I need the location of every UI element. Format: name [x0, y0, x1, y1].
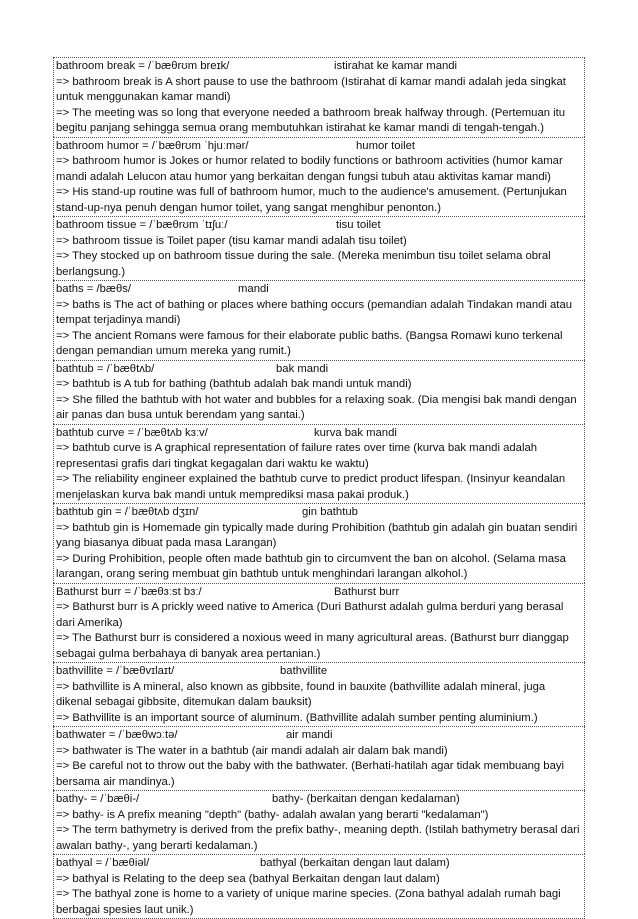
- entry-bathy-prefix: [53, 790, 585, 854]
- entry-term: bathtub curve = /ˈbæθtʌb kɜːv/: [56, 426, 208, 439]
- entry-head: [56, 59, 582, 75]
- entry-translation: kurva bak mandi: [314, 426, 397, 439]
- entry-head: [56, 426, 582, 442]
- entry-term: bathyal = /ˈbæθiəl/: [56, 857, 150, 869]
- entry-bathyal: [53, 854, 585, 919]
- entry-definition: => bathwater is The water in a bathtub (air mandi adalah air dalam bak mandi): [56, 744, 448, 757]
- entry-term: bathvillite = /ˈbæθvɪlaɪt/: [56, 665, 175, 677]
- entry-translation: mandi: [238, 283, 269, 295]
- dictionary-page: [53, 57, 585, 919]
- entry-definition: => bathroom tissue is Toilet paper (tisu kamar mandi adalah tisu toilet): [56, 234, 407, 247]
- entry-example: => His stand-up routine was full of bathroom humor, much to the audience's amusement. (Pertunjukan stand-up-nya penuh dengan humor toilet, yang sangat menghibur penonton.): [56, 186, 567, 214]
- entry-head: [56, 362, 582, 378]
- entry-translation: tisu toilet: [336, 219, 381, 231]
- entry-definition: => baths is The act of bathing or places where bathing occurs (pemandian adalah Tindakan mandi atau tempat terjadinya mandi): [56, 298, 573, 326]
- entry-bathurst-burr: [53, 583, 585, 663]
- entry-example: => The Bathurst burr is considered a noxious weed in many agricultural areas. (Bathurst burr dianggap sebagai gulma berbahaya di banyak area pertanian.): [56, 632, 569, 660]
- entry-definition: => bathvillite is A mineral, also known as gibbsite, found in bauxite (bathvillite adalah mineral, juga dikenal sebagai gibbsite, ditemukan dalam bauksit): [56, 680, 546, 708]
- entry-translation: bathvillite: [280, 665, 328, 677]
- entry-term: bathy- = /ˈbæθi-/: [56, 793, 140, 805]
- entry-definition: => bathroom humor is Jokes or humor related to bodily functions or bathroom activities (humor kamar mandi adalah Lelucon atau humor yang berkaitan dengan fungsi tubuh atau aktivitas kamar mandi): [56, 155, 563, 183]
- entry-term: baths = /bæθs/: [56, 283, 132, 295]
- entry-definition: => Bathurst burr is A prickly weed native to America (Duri Bathurst adalah gulma berduri yang berasal dari Amerika): [56, 601, 564, 629]
- entry-term: bathroom humor = /ˈbæθrʊm ˈhjuːmər/: [56, 139, 249, 152]
- entry-translation: Bathurst burr: [334, 585, 400, 598]
- entry-translation: humor toilet: [356, 139, 416, 152]
- entry-bathroom-tissue: [53, 216, 585, 280]
- entry-bathvillite: [53, 662, 585, 726]
- entry-example: => Be careful not to throw out the baby with the bathwater. (Berhati-hatilah agar tidak membuang bayi bersama air mandinya.): [56, 760, 565, 788]
- entry-head: [56, 728, 582, 744]
- entry-term: bathroom break = /ˈbæθrʊm breɪk/: [56, 60, 230, 72]
- entry-example: => The bathyal zone is home to a variety of unique marine species. (Zona bathyal adalah rumah bagi berbagai spesies laut unik.): [56, 888, 561, 916]
- entry-head: [56, 505, 582, 521]
- entry-translation: bathyal (berkaitan dengan laut dalam): [260, 857, 450, 869]
- entry-term: bathroom tissue = /ˈbæθrʊm ˈtɪʃuː/: [56, 219, 228, 231]
- entry-example: => The term bathymetry is derived from the prefix bathy-, meaning depth. (Istilah bathymetry berasal dari awalan bathy-, yang berarti kedalaman.): [56, 824, 580, 852]
- entry-term: bathwater = /ˈbæθwɔːtə/: [56, 729, 178, 741]
- entry-head: [56, 139, 582, 155]
- entry-example: => During Prohibition, people often made bathtub gin to circumvent the ban on alcohol. (Selama masa larangan, orang sering membuat gin bathtub untuk menghindari larangan alkohol.): [56, 552, 566, 580]
- entry-head: [56, 664, 582, 680]
- entry-head: [56, 585, 582, 601]
- entry-baths: [53, 280, 585, 360]
- entry-example: => The ancient Romans were famous for their elaborate public baths. (Bangsa Romawi kuno terkenal dengan pemandian umum mereka yang rumit.): [56, 329, 563, 357]
- entry-example: => They stocked up on bathroom tissue during the sale. (Mereka menimbun tisu toilet selama obral berlangsung.): [56, 250, 551, 278]
- entry-definition: => bathy- is A prefix meaning "depth" (bathy- adalah awalan yang berarti "kedalaman"): [56, 808, 489, 821]
- entry-bathtub-gin: [53, 503, 585, 583]
- entry-bathroom-break: [53, 57, 585, 137]
- entry-translation: bathy- (berkaitan dengan kedalaman): [272, 793, 460, 805]
- entry-term: Bathurst burr = /ˈbæθɜːst bɜː/: [56, 585, 202, 598]
- entry-translation: bak mandi: [276, 362, 329, 375]
- entry-head: [56, 856, 582, 872]
- entry-bathroom-humor: [53, 137, 585, 217]
- entry-definition: => bathtub is A tub for bathing (bathtub adalah bak mandi untuk mandi): [56, 378, 412, 390]
- entry-term: bathtub gin = /ˈbæθtʌb dʒɪn/: [56, 506, 199, 518]
- entry-example: => The meeting was so long that everyone needed a bathroom break halfway through. (Pertemuan itu begitu panjang sehingga semua orang membutuhkan istirahat ke kamar mandi di tengah-tengah.): [56, 106, 566, 134]
- entry-definition: => bathyal is Relating to the deep sea (bathyal Berkaitan dengan laut dalam): [56, 872, 440, 885]
- entry-head: [56, 282, 582, 298]
- entry-definition: => bathroom break is A short pause to use the bathroom (Istirahat di kamar mandi adalah jeda singkat untuk menggunakan kamar mandi): [56, 75, 566, 103]
- entry-example: => She filled the bathtub with hot water and bubbles for a relaxing soak. (Dia mengisi bak mandi dengan air panas dan busa untuk berendam yang santai.): [56, 393, 577, 421]
- entry-translation: air mandi: [286, 729, 333, 741]
- entry-translation: istirahat ke kamar mandi: [334, 60, 458, 72]
- entry-bathwater: [53, 726, 585, 790]
- entry-term: bathtub = /ˈbæθtʌb/: [56, 362, 155, 375]
- entry-example: => Bathvillite is an important source of aluminum. (Bathvillite adalah sumber penting aluminium.): [56, 711, 538, 724]
- entry-definition: => bathtub curve is A graphical representation of failure rates over time (kurva bak mandi adalah representasi grafis dari tingkat kegagalan dari waktu ke waktu): [56, 442, 538, 470]
- entry-definition: => bathtub gin is Homemade gin typically made during Prohibition (bathtub gin adalah gin buatan sendiri yang biasanya dibuat pada masa Larangan): [56, 521, 578, 549]
- entry-bathtub: [53, 360, 585, 424]
- entry-head: [56, 792, 582, 808]
- entry-example: => The reliability engineer explained the bathtub curve to predict product lifespan. (Insinyur keandalan menjelaskan kurva bak mandi untuk memprediksi masa pakai produk.): [56, 473, 566, 501]
- entry-translation: gin bathtub: [302, 506, 358, 518]
- entry-head: [56, 218, 582, 234]
- entry-bathtub-curve: [53, 424, 585, 504]
